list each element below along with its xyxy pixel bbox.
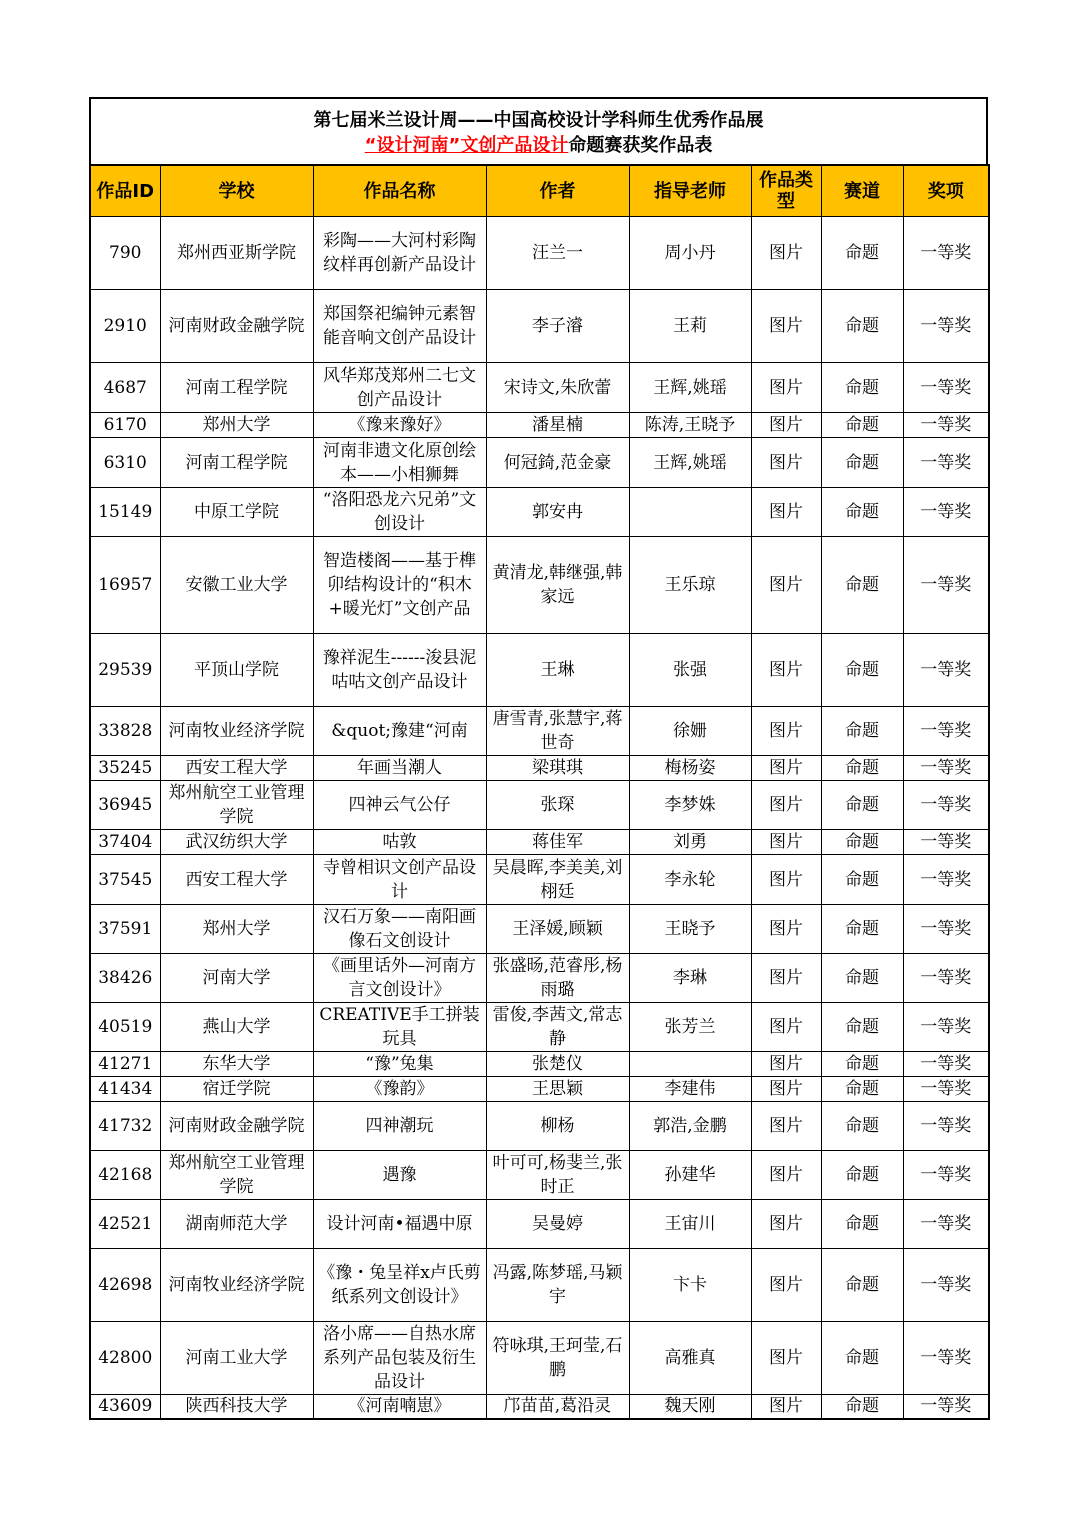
cell-work: 河南非遗文化原创绘本——小相狮舞	[313, 438, 486, 488]
cell-type: 图片	[751, 537, 821, 634]
cell-id: 6170	[90, 413, 160, 438]
cell-type: 图片	[751, 1003, 821, 1052]
table-body	[90, 217, 989, 1419]
cell-track: 命题	[821, 1102, 903, 1151]
cell-work: 《豫・兔呈祥x卢氏剪纸系列文创设计》	[313, 1249, 486, 1322]
cell-track: 命题	[821, 217, 903, 290]
cell-author: 潘星楠	[486, 413, 629, 438]
cell-award: 一等奖	[903, 413, 989, 438]
cell-author: 柳杨	[486, 1102, 629, 1151]
cell-advisor: 刘勇	[629, 830, 751, 855]
cell-author: 吴曼婷	[486, 1200, 629, 1249]
table-row	[90, 1151, 989, 1200]
award-sheet	[89, 97, 988, 1420]
cell-type: 图片	[751, 905, 821, 954]
cell-author: 王思颖	[486, 1077, 629, 1102]
cell-work: 豫祥泥生------浚县泥咕咕文创产品设计	[313, 634, 486, 707]
cell-school: 河南工业大学	[160, 1322, 313, 1395]
cell-work: “豫”兔集	[313, 1052, 486, 1077]
table-row	[90, 537, 989, 634]
cell-author: 蒋佳军	[486, 830, 629, 855]
cell-school: 宿迁学院	[160, 1077, 313, 1102]
cell-author: 张楚仪	[486, 1052, 629, 1077]
cell-award: 一等奖	[903, 537, 989, 634]
cell-type: 图片	[751, 756, 821, 781]
cell-id: 36945	[90, 781, 160, 830]
cell-author: 雷俊,李茜文,常志静	[486, 1003, 629, 1052]
cell-advisor: 李琳	[629, 954, 751, 1003]
cell-work: 寺曾相识文创产品设计	[313, 855, 486, 905]
cell-track: 命题	[821, 537, 903, 634]
title-line-2	[91, 133, 986, 159]
cell-id: 40519	[90, 1003, 160, 1052]
cell-award: 一等奖	[903, 1322, 989, 1395]
cell-work: 风华郑茂郑州二七文创产品设计	[313, 363, 486, 413]
table-row	[90, 290, 989, 363]
cell-track: 命题	[821, 781, 903, 830]
table-row	[90, 1003, 989, 1052]
cell-work: 四神云气公仔	[313, 781, 486, 830]
cell-track: 命题	[821, 1200, 903, 1249]
cell-school: 河南工程学院	[160, 438, 313, 488]
table-row	[90, 707, 989, 756]
cell-work: 咕敦	[313, 830, 486, 855]
cell-type: 图片	[751, 954, 821, 1003]
cell-advisor: 周小丹	[629, 217, 751, 290]
cell-advisor: 王辉,姚瑶	[629, 363, 751, 413]
cell-id: 790	[90, 217, 160, 290]
cell-track: 命题	[821, 1077, 903, 1102]
cell-award: 一等奖	[903, 707, 989, 756]
cell-work: 《河南喃崽》	[313, 1395, 486, 1419]
cell-work: 遇豫	[313, 1151, 486, 1200]
table-row	[90, 438, 989, 488]
cell-award: 一等奖	[903, 1003, 989, 1052]
cell-type: 图片	[751, 1200, 821, 1249]
cell-school: 燕山大学	[160, 1003, 313, 1052]
cell-type: 图片	[751, 438, 821, 488]
cell-advisor: 李梦姝	[629, 781, 751, 830]
cell-author: 冯露,陈梦瑶,马颖宇	[486, 1249, 629, 1322]
cell-award: 一等奖	[903, 438, 989, 488]
cell-advisor: 李建伟	[629, 1077, 751, 1102]
cell-id: 37545	[90, 855, 160, 905]
cell-author: 符咏琪,王珂莹,石鹏	[486, 1322, 629, 1395]
cell-advisor: 张强	[629, 634, 751, 707]
cell-track: 命题	[821, 1322, 903, 1395]
cell-id: 33828	[90, 707, 160, 756]
cell-school: 河南工程学院	[160, 363, 313, 413]
cell-track: 命题	[821, 1003, 903, 1052]
cell-id: 4687	[90, 363, 160, 413]
cell-track: 命题	[821, 438, 903, 488]
cell-track: 命题	[821, 756, 903, 781]
cell-work: 彩陶——大河村彩陶纹样再创新产品设计	[313, 217, 486, 290]
cell-school: 东华大学	[160, 1052, 313, 1077]
table-row	[90, 1077, 989, 1102]
cell-work: 洛小席——自热水席系列产品包装及衍生品设计	[313, 1322, 486, 1395]
header-row	[90, 165, 989, 217]
cell-type: 图片	[751, 1102, 821, 1151]
title-line-1: 第七届米兰设计周——中国高校设计学科师生优秀作品展	[313, 110, 764, 131]
cell-track: 命题	[821, 830, 903, 855]
header-id: 作品ID	[90, 165, 160, 217]
sheet-title	[89, 97, 988, 164]
cell-school: 河南牧业经济学院	[160, 1249, 313, 1322]
cell-award: 一等奖	[903, 855, 989, 905]
cell-type: 图片	[751, 1151, 821, 1200]
cell-advisor: 李永轮	[629, 855, 751, 905]
cell-id: 6310	[90, 438, 160, 488]
cell-award: 一等奖	[903, 1249, 989, 1322]
cell-award: 一等奖	[903, 363, 989, 413]
cell-advisor: 郭浩,金鹏	[629, 1102, 751, 1151]
header-track: 赛道	[821, 165, 903, 217]
cell-advisor: 梅杨姿	[629, 756, 751, 781]
cell-id: 37591	[90, 905, 160, 954]
cell-award: 一等奖	[903, 756, 989, 781]
cell-track: 命题	[821, 1249, 903, 1322]
title-highlight: “设计河南”文创产品设计	[364, 135, 569, 156]
header-work: 作品名称	[313, 165, 486, 217]
cell-advisor: 魏天刚	[629, 1395, 751, 1419]
cell-type: 图片	[751, 781, 821, 830]
table-row	[90, 830, 989, 855]
cell-advisor: 王晓予	[629, 905, 751, 954]
cell-award: 一等奖	[903, 1077, 989, 1102]
cell-track: 命题	[821, 1151, 903, 1200]
cell-award: 一等奖	[903, 488, 989, 537]
cell-author: 宋诗文,朱欣蕾	[486, 363, 629, 413]
cell-author: 李子濬	[486, 290, 629, 363]
cell-type: 图片	[751, 1322, 821, 1395]
table-row	[90, 634, 989, 707]
cell-track: 命题	[821, 1395, 903, 1419]
cell-award: 一等奖	[903, 1151, 989, 1200]
cell-advisor: 王乐琼	[629, 537, 751, 634]
cell-id: 42168	[90, 1151, 160, 1200]
title-suffix: 命题赛获奖作品表	[568, 135, 713, 156]
cell-school: 郑州大学	[160, 905, 313, 954]
cell-author: 王琳	[486, 634, 629, 707]
cell-type: 图片	[751, 1077, 821, 1102]
cell-work: CREATIVE手工拼装玩具	[313, 1003, 486, 1052]
cell-type: 图片	[751, 1249, 821, 1322]
cell-author: 郭安冉	[486, 488, 629, 537]
cell-author: 吴晨晖,李美美,刘栩廷	[486, 855, 629, 905]
cell-advisor: 王辉,姚瑶	[629, 438, 751, 488]
cell-school: 郑州大学	[160, 413, 313, 438]
table-row	[90, 1249, 989, 1322]
cell-award: 一等奖	[903, 1052, 989, 1077]
cell-award: 一等奖	[903, 217, 989, 290]
cell-id: 37404	[90, 830, 160, 855]
table-row	[90, 954, 989, 1003]
cell-id: 2910	[90, 290, 160, 363]
cell-award: 一等奖	[903, 634, 989, 707]
cell-track: 命题	[821, 855, 903, 905]
cell-type: 图片	[751, 290, 821, 363]
cell-award: 一等奖	[903, 905, 989, 954]
table-row	[90, 413, 989, 438]
cell-work: 智造楼阁——基于榫卯结构设计的“积木+暖光灯”文创产品	[313, 537, 486, 634]
cell-author: 何冠錡,范金豪	[486, 438, 629, 488]
cell-school: 安徽工业大学	[160, 537, 313, 634]
cell-id: 41271	[90, 1052, 160, 1077]
table-row	[90, 781, 989, 830]
cell-author: 黄清龙,韩继强,韩家远	[486, 537, 629, 634]
cell-school: 郑州航空工业管理学院	[160, 781, 313, 830]
cell-award: 一等奖	[903, 830, 989, 855]
cell-school: 郑州西亚斯学院	[160, 217, 313, 290]
awards-table	[89, 164, 990, 1420]
cell-work: 《画里话外—河南方言文创设计》	[313, 954, 486, 1003]
header-award: 奖项	[903, 165, 989, 217]
cell-id: 38426	[90, 954, 160, 1003]
cell-id: 16957	[90, 537, 160, 634]
cell-school: 郑州航空工业管理学院	[160, 1151, 313, 1200]
table-row	[90, 905, 989, 954]
cell-advisor: 王莉	[629, 290, 751, 363]
cell-school: 西安工程大学	[160, 855, 313, 905]
cell-id: 43609	[90, 1395, 160, 1419]
cell-id: 15149	[90, 488, 160, 537]
table-row	[90, 1395, 989, 1419]
cell-award: 一等奖	[903, 1200, 989, 1249]
cell-id: 29539	[90, 634, 160, 707]
cell-school: 河南大学	[160, 954, 313, 1003]
cell-work: 郑国祭祀编钟元素智能音响文创产品设计	[313, 290, 486, 363]
cell-author: 张琛	[486, 781, 629, 830]
cell-id: 41732	[90, 1102, 160, 1151]
header-type: 作品类型	[751, 165, 821, 217]
cell-work: “洛阳恐龙六兄弟”文创设计	[313, 488, 486, 537]
table-row	[90, 488, 989, 537]
cell-track: 命题	[821, 707, 903, 756]
table-row	[90, 217, 989, 290]
cell-school: 平顶山学院	[160, 634, 313, 707]
cell-school: 陕西科技大学	[160, 1395, 313, 1419]
header-advisor: 指导老师	[629, 165, 751, 217]
cell-work: 《豫韵》	[313, 1077, 486, 1102]
cell-school: 河南财政金融学院	[160, 1102, 313, 1151]
cell-school: 河南财政金融学院	[160, 290, 313, 363]
cell-school: 西安工程大学	[160, 756, 313, 781]
cell-author: 王泽媛,顾颖	[486, 905, 629, 954]
cell-type: 图片	[751, 413, 821, 438]
table-row	[90, 1200, 989, 1249]
cell-type: 图片	[751, 707, 821, 756]
cell-id: 42698	[90, 1249, 160, 1322]
cell-track: 命题	[821, 413, 903, 438]
cell-school: 湖南师范大学	[160, 1200, 313, 1249]
cell-advisor: 高雅真	[629, 1322, 751, 1395]
cell-track: 命题	[821, 1052, 903, 1077]
cell-track: 命题	[821, 634, 903, 707]
cell-school: 中原工学院	[160, 488, 313, 537]
cell-type: 图片	[751, 830, 821, 855]
cell-track: 命题	[821, 488, 903, 537]
cell-author: 张盛旸,范睿彤,杨雨璐	[486, 954, 629, 1003]
table-row	[90, 363, 989, 413]
cell-author: 梁琪琪	[486, 756, 629, 781]
cell-work: 《豫来豫好》	[313, 413, 486, 438]
cell-advisor	[629, 488, 751, 537]
cell-id: 42521	[90, 1200, 160, 1249]
cell-award: 一等奖	[903, 954, 989, 1003]
cell-advisor	[629, 1052, 751, 1077]
cell-work: 汉石万象——南阳画像石文创设计	[313, 905, 486, 954]
table-row	[90, 756, 989, 781]
cell-advisor: 王宙川	[629, 1200, 751, 1249]
cell-type: 图片	[751, 363, 821, 413]
cell-work: 设计河南•福遇中原	[313, 1200, 486, 1249]
table-row	[90, 855, 989, 905]
cell-author: 邝苗苗,葛沿灵	[486, 1395, 629, 1419]
cell-award: 一等奖	[903, 1102, 989, 1151]
cell-work: 四神潮玩	[313, 1102, 486, 1151]
cell-author: 叶可可,杨斐兰,张时正	[486, 1151, 629, 1200]
cell-award: 一等奖	[903, 290, 989, 363]
cell-award: 一等奖	[903, 1395, 989, 1419]
cell-advisor: 张芳兰	[629, 1003, 751, 1052]
cell-advisor: 卞卡	[629, 1249, 751, 1322]
cell-type: 图片	[751, 634, 821, 707]
cell-id: 41434	[90, 1077, 160, 1102]
cell-work: 年画当潮人	[313, 756, 486, 781]
header-author: 作者	[486, 165, 629, 217]
cell-school: 河南牧业经济学院	[160, 707, 313, 756]
cell-type: 图片	[751, 488, 821, 537]
cell-type: 图片	[751, 1052, 821, 1077]
cell-type: 图片	[751, 217, 821, 290]
cell-award: 一等奖	[903, 781, 989, 830]
cell-type: 图片	[751, 1395, 821, 1419]
cell-id: 35245	[90, 756, 160, 781]
cell-school: 武汉纺织大学	[160, 830, 313, 855]
cell-author: 汪兰一	[486, 217, 629, 290]
cell-advisor: 陈涛,王晓予	[629, 413, 751, 438]
cell-track: 命题	[821, 363, 903, 413]
cell-track: 命题	[821, 905, 903, 954]
cell-advisor: 徐姗	[629, 707, 751, 756]
cell-track: 命题	[821, 954, 903, 1003]
cell-work: &quot;豫建“河南	[313, 707, 486, 756]
table-row	[90, 1102, 989, 1151]
cell-track: 命题	[821, 290, 903, 363]
cell-author: 唐雪青,张慧宇,蒋世奇	[486, 707, 629, 756]
cell-advisor: 孙建华	[629, 1151, 751, 1200]
cell-id: 42800	[90, 1322, 160, 1395]
table-row	[90, 1322, 989, 1395]
table-row	[90, 1052, 989, 1077]
header-school: 学校	[160, 165, 313, 217]
cell-type: 图片	[751, 855, 821, 905]
